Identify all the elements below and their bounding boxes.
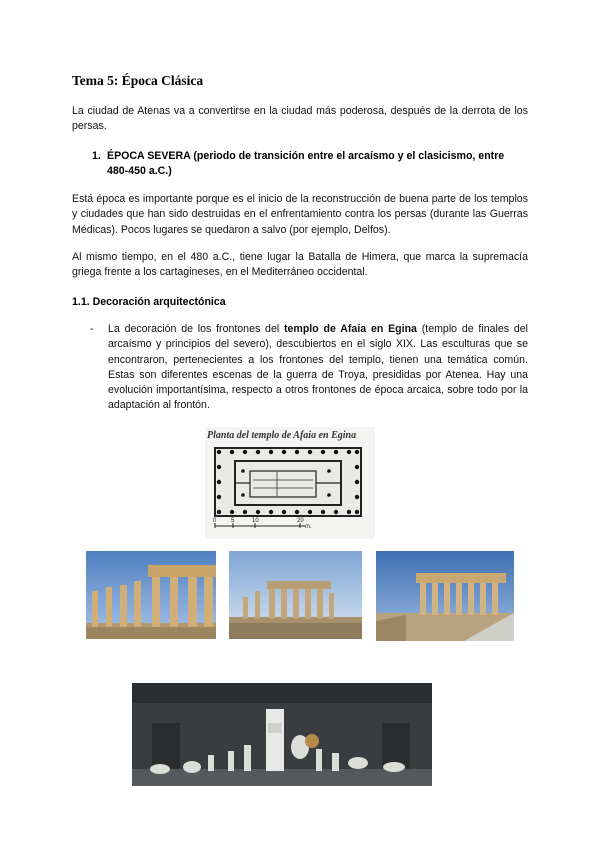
paragraph-reconstruction: Está época es importante porque es el inicio de la reconstrucción de buena parte de los templos y ciudades que han sido destruidas en el enfrentamiento contra los persas (durante las Guerras Médicas). Pocos lugares se quedaron a salvo (por ejemplo, Delfos). [72,193,528,236]
scale-label-10: 10 [252,518,259,524]
bullet-text-bold: templo de Afaia en Egina [283,323,417,335]
temple-photo-2 [229,551,362,639]
bullet-text-start: La decoración de los frontones del [108,323,284,335]
section-heading [92,149,528,180]
paragraph-himera: Al mismo tiempo, en el 480 a.C., tiene lugar la Batalla de Himera, que marca la supremacía griega frente a los cartagineses, en el Mediterráneo occidental. [72,251,528,279]
scale-label-20: 20 [297,518,304,524]
section-number: 1. [92,150,101,162]
subsection-heading: 1.1. Decoración arquitectónica [72,296,226,308]
section-heading-text: ÉPOCA SEVERA (periodo de transición entre el arcaísmo y el clasicismo, entre 480-450 a.C.) [107,150,505,178]
temple-photo-1 [86,551,216,639]
scale-unit: m. [305,524,312,530]
temple-plan-drawing [205,427,375,539]
bullet-text [108,322,528,414]
plan-caption: Planta del templo de Afaia en Egina [207,430,357,441]
pediment-photo [132,683,432,786]
page-title: Tema 5: Época Clásica [72,73,204,88]
temple-plan-figure [205,427,375,539]
list-item [90,322,528,414]
temple-photo-3 [376,551,514,641]
bullet-text-end: (templo de finales del arcaísmo y principios del severo), descubiertos en el siglo XIX. Las esculturas que se encontraron, pertenecientes a los frontones del templo, tienen una temática común. Estas son diferentes escenas de la guerra de Troya, presididas por Atenea. Hay una evolución importantísima, respecto a otros frontones de época arcaica, sobre todo por la adaptación al frontón. [108,323,528,412]
intro-paragraph: La ciudad de Atenas va a convertirse en la ciudad más poderosa, después de la derrota de los persas. [72,105,528,133]
scale-label-0: 0 [213,518,217,524]
scale-label-5: 5 [231,518,235,524]
bullet-dash: - [90,323,94,335]
